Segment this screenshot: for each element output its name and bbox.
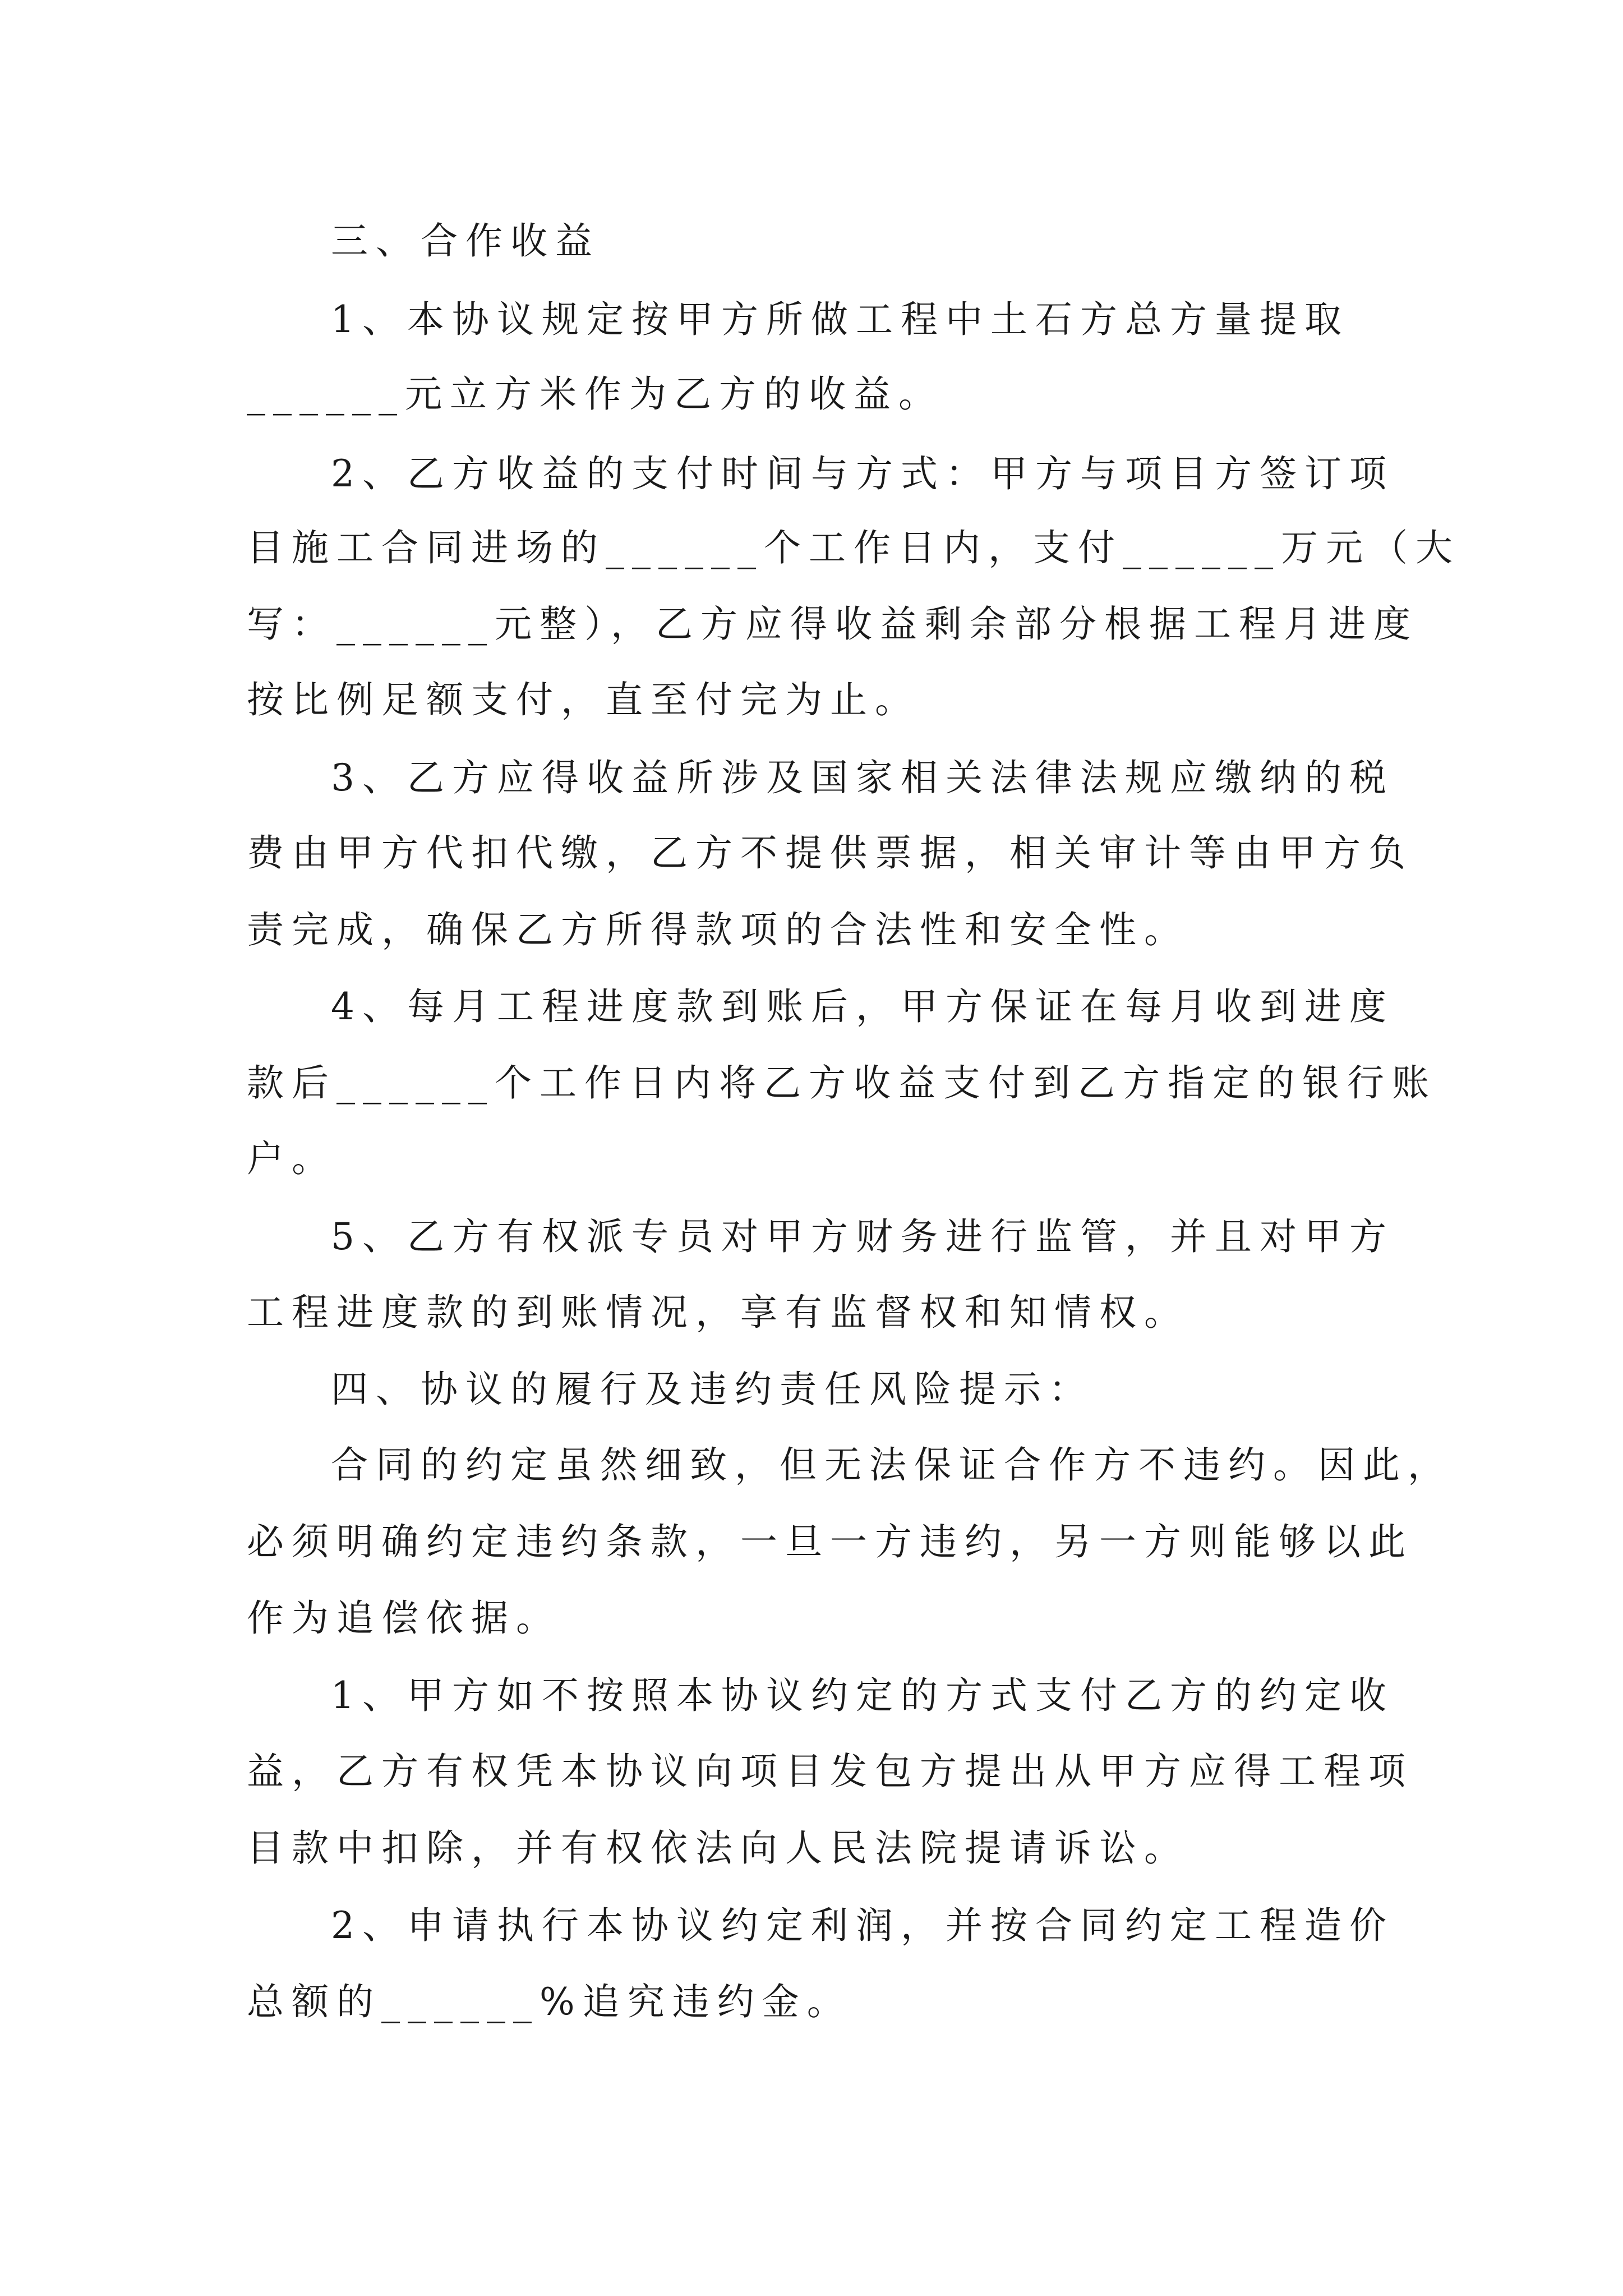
paragraph-line: 款后______个工作日内将乙方收益支付到乙方指定的银行账 bbox=[247, 1061, 1437, 1105]
paragraph-line: 目施工合同进场的______个工作日内，支付______万元（大 bbox=[247, 526, 1460, 569]
paragraph-line: 1、甲方如不按照本协议约定的方式支付乙方的约定收 bbox=[331, 1674, 1394, 1717]
paragraph-line: 必须明确约定违约条款，一旦一方违约，另一方则能够以此 bbox=[247, 1520, 1413, 1563]
section-heading-performance-liability: 四、协议的履行及违约责任风险提示： bbox=[331, 1368, 1094, 1411]
paragraph-line: 3、乙方应得收益所涉及国家相关法律法规应缴纳的税 bbox=[331, 756, 1394, 799]
paragraph-line: 合同的约定虽然细致，但无法保证合作方不违约。因此， bbox=[331, 1443, 1453, 1487]
paragraph-line: 作为追偿依据。 bbox=[247, 1596, 561, 1640]
paragraph-line: 2、乙方收益的支付时间与方式：甲方与项目方签订项 bbox=[331, 452, 1394, 495]
paragraph-line: 写：______元整），乙方应得收益剩余部分根据工程月进度 bbox=[247, 602, 1418, 646]
paragraph-line: 4、每月工程进度款到账后，甲方保证在每月收到进度 bbox=[331, 985, 1394, 1028]
paragraph-line: 1、本协议规定按甲方所做工程中土石方总方量提取 bbox=[331, 298, 1349, 341]
paragraph-line: 益，乙方有权凭本协议向项目发包方提出从甲方应得工程项 bbox=[247, 1750, 1413, 1793]
paragraph-line: 按比例足额支付，直至付完为止。 bbox=[247, 678, 920, 721]
paragraph-line: ______元立方米作为乙方的收益。 bbox=[247, 372, 943, 416]
paragraph-line: 工程进度款的到账情况，享有监督权和知情权。 bbox=[247, 1291, 1189, 1334]
section-heading-cooperation-income: 三、合作收益 bbox=[331, 219, 600, 263]
paragraph-line: 责完成，确保乙方所得款项的合法性和安全性。 bbox=[247, 908, 1189, 951]
paragraph-line: 目款中扣除，并有权依法向人民法院提请诉讼。 bbox=[247, 1826, 1189, 1870]
paragraph-line: 总额的______%追究违约金。 bbox=[247, 1980, 852, 2023]
paragraph-line: 5、乙方有权派专员对甲方财务进行监管，并且对甲方 bbox=[331, 1215, 1394, 1258]
paragraph-line: 2、申请执行本协议约定利润，并按合同约定工程造价 bbox=[331, 1904, 1394, 1947]
paragraph-line: 费由甲方代扣代缴，乙方不提供票据，相关审计等由甲方负 bbox=[247, 831, 1413, 875]
paragraph-line: 户。 bbox=[247, 1137, 336, 1180]
